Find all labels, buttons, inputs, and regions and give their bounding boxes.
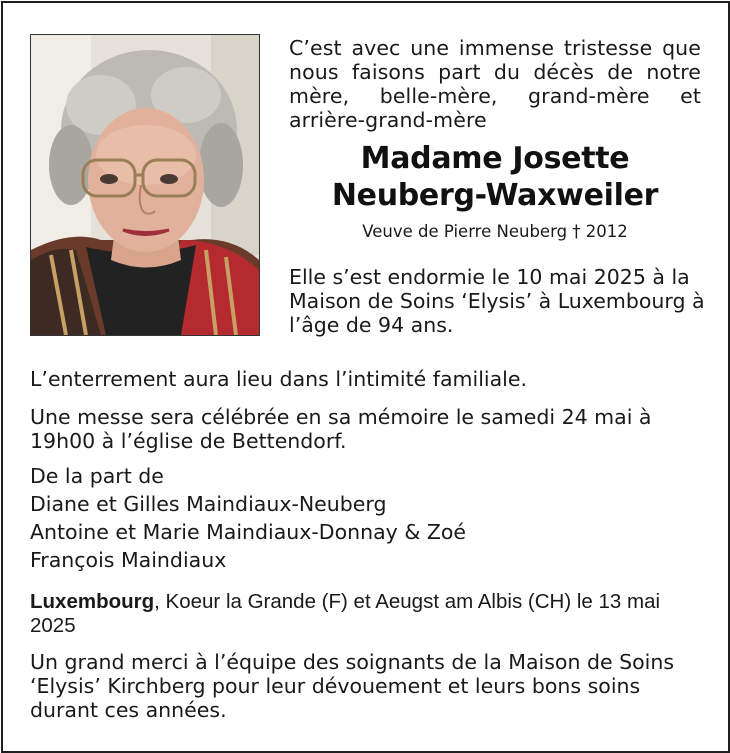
intro-text: C’est avec une immense tristesse que nous faisons part du décès de notre mère, belle-mère, grand-mère et arrière-grand-mère	[289, 36, 701, 132]
passing-details: Elle s’est endormie le 10 mai 2025 à la Maison de Soins ‘Elysis’ à Luxembourg à l’âge de 94 ans.	[289, 265, 705, 337]
deceased-name	[289, 140, 701, 214]
family-member: François Maindiaux	[30, 548, 227, 572]
mass-text: Une messe sera célébrée en sa mémoire le samedi 24 mai à 19h00 à l’église de Bettendorf.	[30, 405, 652, 453]
burial-text: L’enterrement aura lieu dans l’intimité familiale.	[30, 367, 528, 391]
portrait-photo	[30, 34, 260, 336]
thanks-text: Un grand merci à l’équipe des soignants de la Maison de Soins ‘Elysis’ Kirchberg pour leur dévouement et leurs bons soins durant ces années.	[30, 650, 675, 722]
place-rest: , Koeur la Grande (F) et Aeugst am Albis (CH) le 13 mai 2025	[30, 590, 661, 637]
family-list	[30, 462, 710, 574]
family-member: Diane et Gilles Maindiaux-Neuberg	[30, 492, 387, 516]
deceased-name-line-2: Neuberg-Waxweiler	[331, 178, 659, 213]
family-member: Antoine et Marie Maindiaux-Donnay & Zoé	[30, 520, 467, 544]
widow-line: Veuve de Pierre Neuberg † 2012	[362, 222, 628, 241]
from-label: De la part de	[30, 464, 164, 488]
place-bold: Luxembourg	[30, 590, 155, 613]
portrait-illustration	[31, 35, 259, 335]
deceased-name-line-1: Madame Josette	[360, 141, 630, 176]
place-date	[30, 590, 710, 638]
